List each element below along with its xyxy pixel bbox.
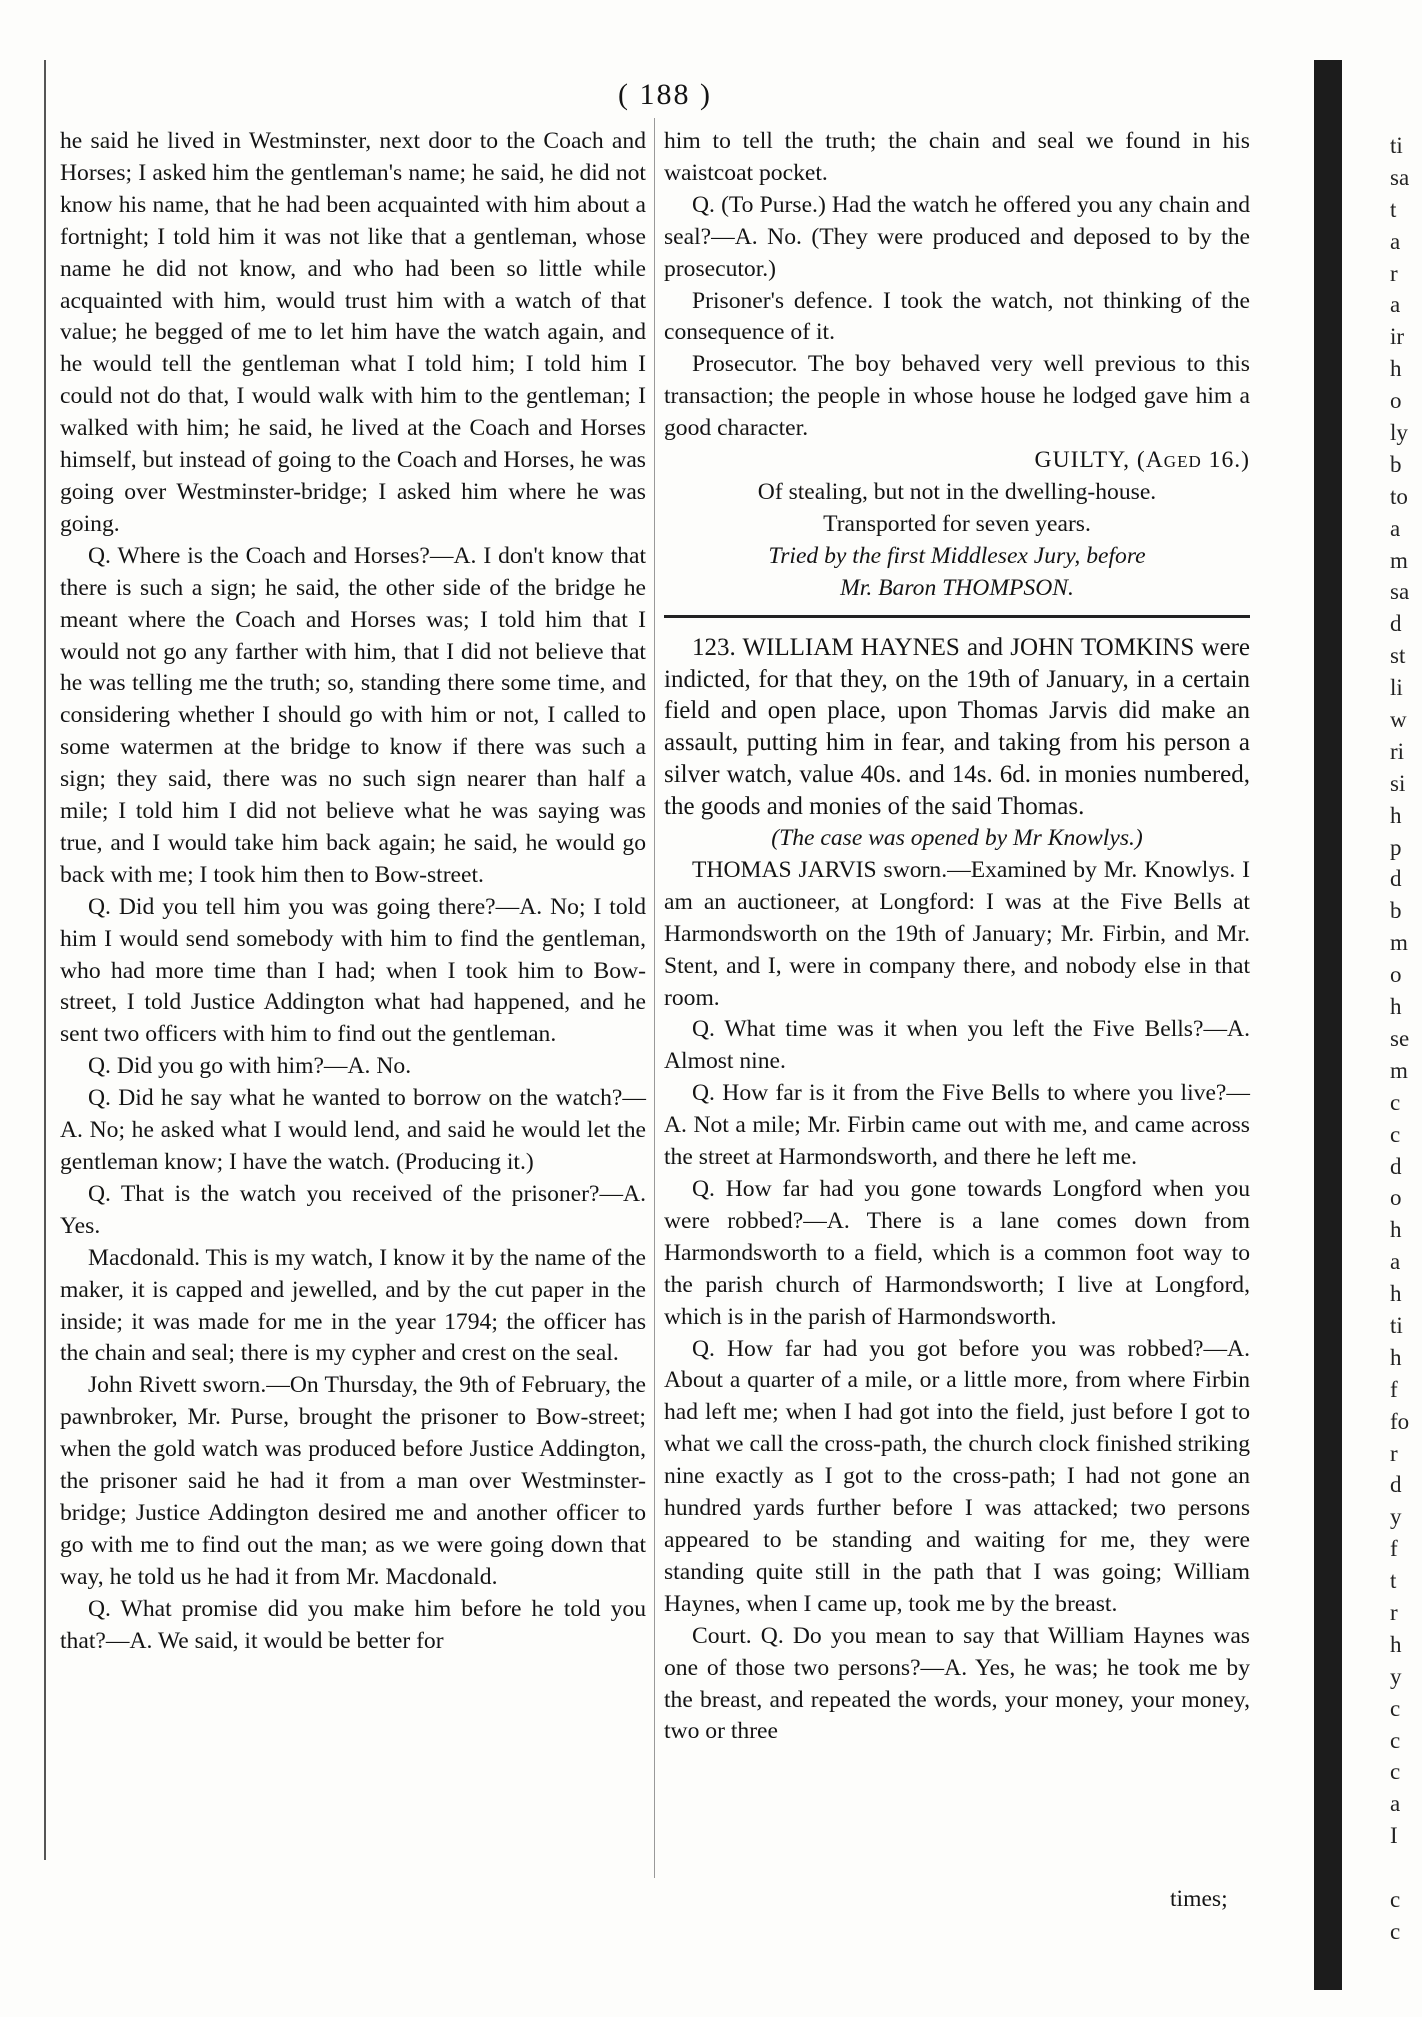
paragraph: Q. Did he say what he wanted to borrow on the watch?—A. No; he asked what I would lend, and said he would let the gentleman know; I have the watch. (Producing it.) [60,1085,646,1175]
bleed-fragment: o [1390,962,1402,988]
bleed-fragment: c [1390,1759,1401,1785]
bleed-fragment: r [1390,260,1398,286]
bleed-fragment: t [1390,1568,1397,1594]
page-margin-rule [44,60,46,1860]
paragraph: Q. How far had you gone towards Longford when you were robbed?—A. There is a lane comes down from Harmondsworth to a field, which is a common foot way to the parish church of Harmondsworth; I live at Longford, which is in the parish of Harmondsworth. [664,1176,1250,1330]
bleed-fragment: ti [1390,133,1403,158]
bleed-fragment: f [1390,1536,1398,1562]
bleed-fragment: sa [1390,164,1410,190]
bleed-fragment: li [1390,675,1403,701]
bleed-fragment: fo [1390,1408,1410,1434]
bleed-fragment: c [1390,1727,1401,1753]
sentence-line: Of stealing, but not in the dwelling-house. [757,478,1157,505]
bleed-fragment: h [1390,356,1402,382]
left-column [60,126,646,1658]
trial-note: Mr. Baron THOMPSON. [840,574,1074,601]
bleed-fragment: h [1390,1281,1402,1307]
bleed-fragment: h [1390,1344,1402,1370]
bleed-fragment: h [1390,802,1402,828]
bleed-fragment: f [1390,1376,1398,1402]
bleed-fragment: d [1390,611,1402,637]
bleed-fragment: ir [1390,324,1405,350]
sentence-line: Transported for seven years. [823,510,1091,537]
bleed-fragment [1390,1852,1420,1884]
paragraph: Q. That is the watch you received of the prisoner?—A. Yes. [60,1180,646,1239]
bleed-fragment: o [1390,1185,1402,1211]
bleed-fragment: w [1390,707,1407,733]
paragraph: Court. Q. Do you mean to say that William Haynes was one of those two persons?—A. Yes, he was; he took me by the breast, and repeated the words, your money, your money, two or three [664,1622,1250,1745]
bleed-fragment: c [1390,1121,1401,1147]
paragraph: Q. What time was it when you left the Five Bells?—A. Almost nine. [664,1016,1250,1075]
bleed-fragment: d [1390,1472,1402,1498]
bleed-fragment: h [1390,1217,1402,1243]
bleed-fragment: h [1390,1631,1402,1657]
paragraph: Macdonald. This is my watch, I know it by the name of the maker, it is capped and jewelled, and by the cut paper in the inside; it was made for me in the year 1794; the officer has the chain and seal; there is my cypher and crest on the seal. [60,1244,646,1367]
bleed-fragment: y [1390,1663,1402,1689]
trial-note: (The case was opened by Mr Knowlys.) [771,825,1143,852]
bleed-fragment: to [1390,483,1408,509]
bleed-fragment: ly [1390,420,1408,446]
bleed-fragment: si [1390,770,1406,796]
bleed-fragment: m [1390,547,1408,573]
facing-page-bleed-text [1390,130,1420,1948]
paragraph: John Rivett sworn.—On Thursday, the 9th of February, the pawnbroker, Mr. Purse, brought the prisoner to Bow-street; when the gold watch was produced before Justice Addington, the prisoner said he had it from a man over Westminster-bridge; Justice Addington desired me and another officer to go with me to find out the man; as we were going down that way, he told us he had it from Mr. Macdonald. [60,1372,646,1590]
paragraph: Q. Where is the Coach and Horses?—A. I don't know that there is such a sign; he said, the other side of the bridge he meant where the Coach and Horses was; I told him that I would not go any farther with him, that I did not believe that he was telling me the truth; so, standing there some time, and considering whether I should go with him or not, I called to some watermen at the bridge to know if there was such a sign; they said, there was no such sign nearer than half a mile; I told him I did not believe what he was saying was true, and I would take him back again; he said, he would go back with me; I took him then to Bow-street. [60,542,646,888]
bleed-fragment: o [1390,388,1402,414]
bleed-fragment: a [1390,1791,1401,1817]
bleed-fragment: b [1390,898,1402,924]
right-column [664,126,1250,1748]
paragraph: Q. Did you tell him you was going there?—A. No; I told him I would send somebody with him to find the gentleman, who had more time than I had; when I took him to Bow-street, I told Justice Addington what had happened, and he sent two officers with him to find out the gentleman. [60,893,646,1048]
bleed-fragment: m [1390,930,1408,956]
bleed-fragment: d [1390,1153,1402,1179]
paragraph: Q. (To Purse.) Had the watch he offered you any chain and seal?—A. No. (They were produced and deposed to by the prosecutor.) [664,191,1250,282]
bleed-fragment: ri [1390,738,1405,764]
paragraph: Q. Did you go with him?—A. No. [88,1053,412,1080]
case-heading: 123. WILLIAM HAYNES and JOHN TOMKINS were indicted, for that they, on the 19th of January, in a certain field and open place, upon Thomas Jarvis did make an assault, putting him in fear, and taking from his person a silver watch, value 40s. and 14s. 6d. in monies numbered, the goods and monies of the said Thomas. [664,633,1250,821]
bleed-fragment: a [1390,228,1401,254]
bleed-fragment: sa [1390,579,1410,605]
bleed-fragment: a [1390,1249,1401,1275]
bleed-fragment: a [1390,292,1401,318]
column-divider [654,118,655,1878]
paragraph: Prisoner's defence. I took the watch, not thinking of the consequence of it. [664,287,1250,346]
trial-note: Tried by the first Middlesex Jury, before [768,542,1146,569]
bleed-fragment: b [1390,451,1402,477]
paragraph: Q. What promise did you make him before he told you that?—A. We said, it would be better for [60,1595,646,1654]
bleed-fragment: se [1390,1025,1410,1051]
bleed-fragment: r [1390,1599,1398,1625]
section-rule [664,615,1250,618]
bleed-fragment: d [1390,866,1402,892]
catchword: times; [1170,1886,1228,1912]
bleed-fragment: t [1390,196,1397,222]
facing-page-shadow [1314,60,1342,1990]
bleed-fragment: y [1390,1504,1402,1530]
bleed-fragment: c [1390,1886,1401,1912]
bleed-fragment: h [1390,994,1402,1020]
bleed-fragment: c [1390,1089,1401,1115]
paragraph: Q. How far had you got before you was robbed?—A. About a quarter of a mile, or a little more, from where Firbin had left me; when I had got into the field, just before I got to what we call the cross-path, the church clock finished striking nine exactly as I got to the cross-path; I had not gone an hundred yards further before I was attacked; two persons appeared to be standing and waiting for me, they were standing quite still in the path that I was going; William Haynes, when I came up, took me by the breast. [664,1335,1250,1617]
page-number: ( 188 ) [618,78,712,111]
bleed-fragment: ti [1390,1312,1403,1338]
paragraph: THOMAS JARVIS sworn.—Examined by Mr. Knowlys. I am an auctioneer, at Longford: I was at the Five Bells at Harmondsworth on the 19th of January; Mr. Firbin, and Mr. Stent, and I, were in company there, and nobody else in that room. [664,856,1250,1011]
paragraph: him to tell the truth; the chain and seal we found in his waistcoat pocket. [664,128,1250,186]
bleed-fragment: a [1390,515,1401,541]
bleed-fragment: st [1390,643,1406,669]
bleed-fragment: r [1390,1440,1398,1466]
bleed-fragment: m [1390,1057,1408,1083]
bleed-fragment: c [1390,1918,1401,1944]
verdict: GUILTY, (Aged 16.) [1034,447,1250,474]
paragraph: Q. How far is it from the Five Bells to where you live?—A. Not a mile; Mr. Firbin came out with me, and came across the street at Harmondsworth, and there he left me. [664,1080,1250,1171]
paragraph: Prosecutor. The boy behaved very well previous to this transaction; the people in whose house he lodged gave him a good character. [664,351,1250,442]
paragraph: he said he lived in Westminster, next door to the Coach and Horses; I asked him the gentleman's name; he said, he did not know his name, that he had been acquainted with him about a fortnight; I told him it was not like that a gentleman, whose name he did not know, and who had been so little while acquainted with him, would trust him with a watch of that value; he begged of me to let him have the watch again, and he would tell the gentleman what I told him; I told him I could not do that, I would walk with him to the gentleman; I walked with him; he said, he lived at the Coach and Horses himself, but instead of going to the Coach and Horses, he was going over Westminster-bridge; I asked him where he was going. [60,128,646,537]
bleed-fragment: c [1390,1695,1401,1721]
bleed-fragment: I [1390,1823,1398,1849]
bleed-fragment: p [1390,834,1402,860]
